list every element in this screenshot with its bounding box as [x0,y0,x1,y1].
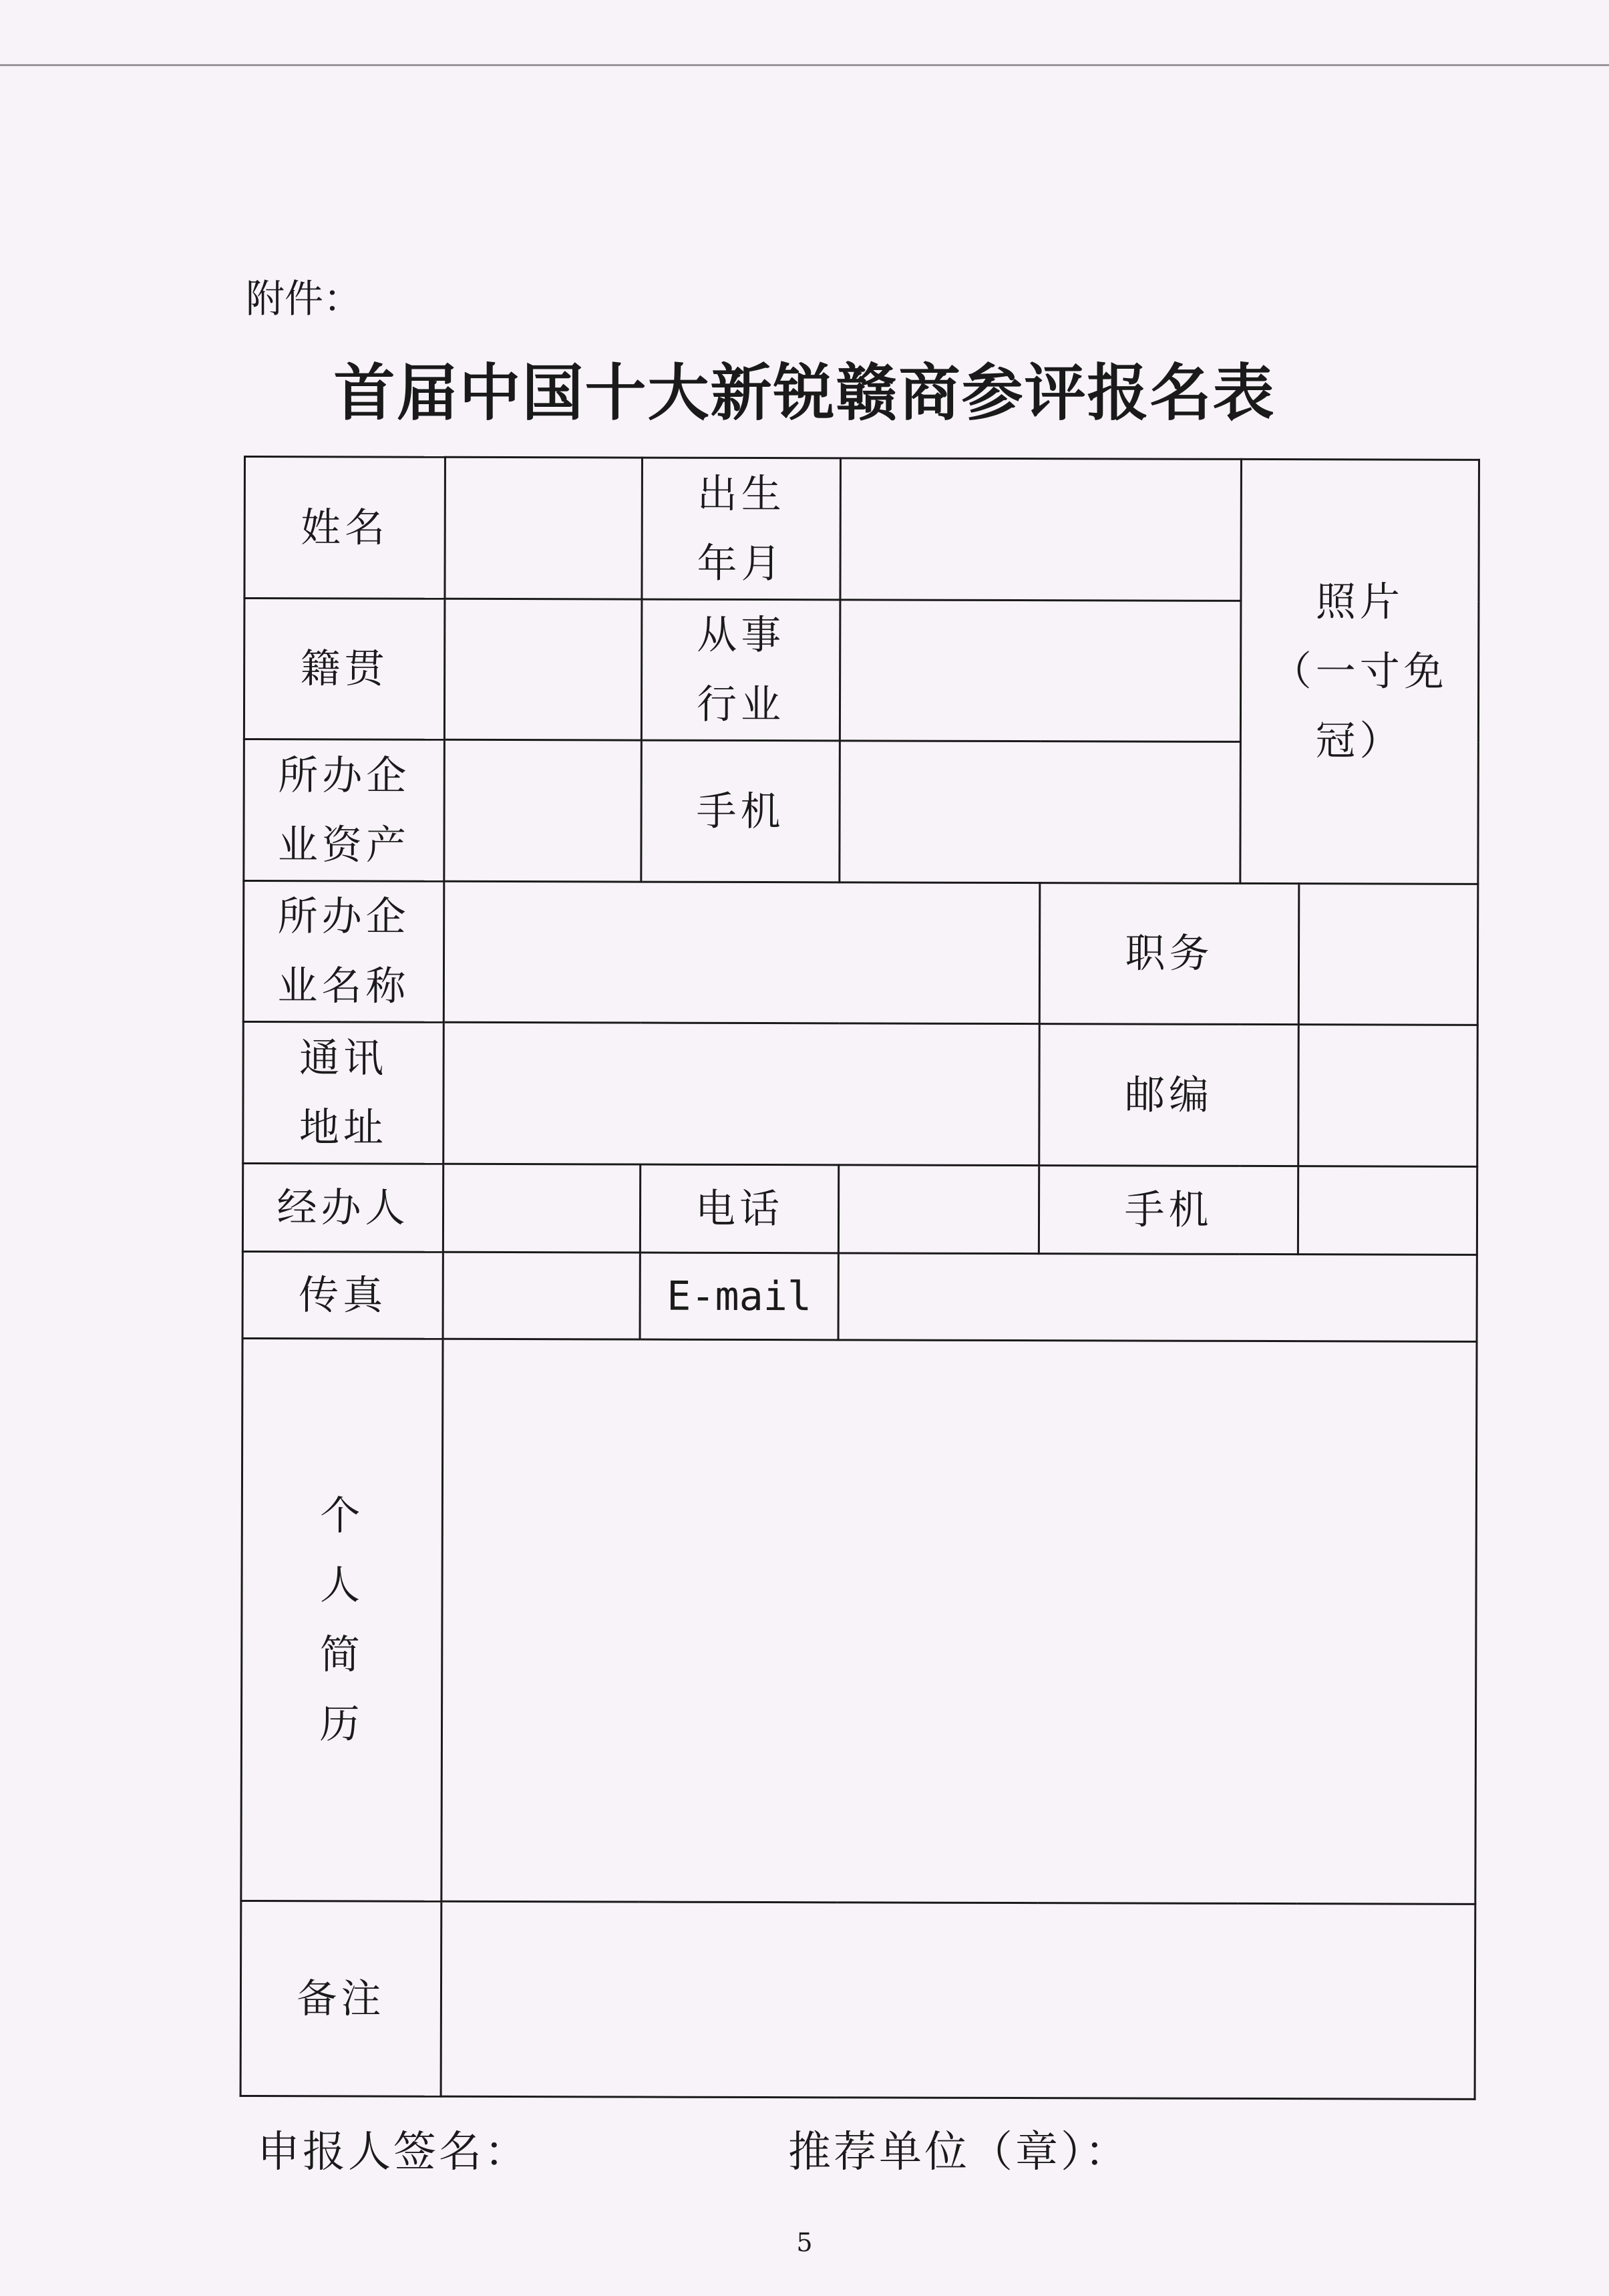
remarks-label: 备注 [240,1901,441,2096]
resume-field[interactable] [441,1339,1477,1904]
handler-label: 经办人 [242,1164,443,1253]
position-field[interactable] [1298,884,1478,1025]
photo-label: 照片 [1315,579,1405,626]
document-title: 首届中国十大新锐赣商参评报名表 [333,357,1276,429]
handler-field[interactable] [443,1164,640,1253]
address-label-line-2: 地址 [299,1104,387,1152]
fax-field[interactable] [443,1252,640,1339]
name-field[interactable] [445,457,643,599]
registration-form-table [240,456,1480,2100]
email-field[interactable] [838,1253,1477,1342]
page-number: 5 [796,2228,813,2257]
company-name-label-line-1: 所办企 [277,893,410,941]
birth-label [642,458,841,600]
industry-label-line-2: 行业 [696,681,785,729]
address-field[interactable] [443,1022,1040,1165]
postcode-label: 邮编 [1039,1024,1299,1166]
address-label-line-1: 通讯 [299,1034,388,1082]
position-label: 职务 [1039,883,1299,1025]
phone-field[interactable] [838,1165,1039,1254]
mobile-label: 手机 [641,740,840,882]
applicant-signature-label: 申报人签名： [257,2128,530,2177]
phone-label: 电话 [640,1164,838,1253]
company-name-label [243,881,444,1023]
handler-mobile-field[interactable] [1298,1166,1477,1255]
postcode-field[interactable] [1298,1025,1478,1167]
address-label [243,1022,444,1164]
industry-field[interactable] [840,600,1241,742]
native-place-field[interactable] [444,599,642,740]
resume-char-4: 历 [319,1700,364,1748]
birth-field[interactable] [840,458,1242,601]
resume-char-3: 简 [319,1631,364,1678]
assets-label-line-1: 所办企 [278,752,411,800]
email-label: E-mail [640,1253,838,1340]
birth-label-line-2: 年月 [697,540,785,587]
fax-label: 传真 [242,1251,443,1339]
handler-mobile-label: 手机 [1039,1166,1298,1255]
resume-char-1: 个 [320,1492,365,1539]
photo-note: （一寸免冠） [1271,648,1448,765]
recommending-unit-label: 推荐单位（章）： [788,2128,1130,2177]
company-name-field[interactable] [443,881,1040,1023]
company-name-label-line-2: 业名称 [277,963,410,1010]
birth-label-line-1: 出生 [697,470,785,518]
native-place-label: 籍贯 [244,599,445,740]
assets-field[interactable] [444,740,642,882]
remarks-field[interactable] [441,1901,1475,2099]
top-rule [0,64,1609,66]
industry-label-line-1: 从事 [697,611,785,659]
assets-label [244,740,445,882]
name-label: 姓名 [244,457,445,599]
industry-label [641,599,840,741]
mobile-field[interactable] [840,741,1241,884]
photo-box [1240,459,1479,884]
resume-char-2: 人 [319,1561,365,1609]
attachment-label: 附件： [246,276,363,321]
resume-label [241,1338,443,1901]
assets-label-line-2: 业资产 [277,821,411,869]
